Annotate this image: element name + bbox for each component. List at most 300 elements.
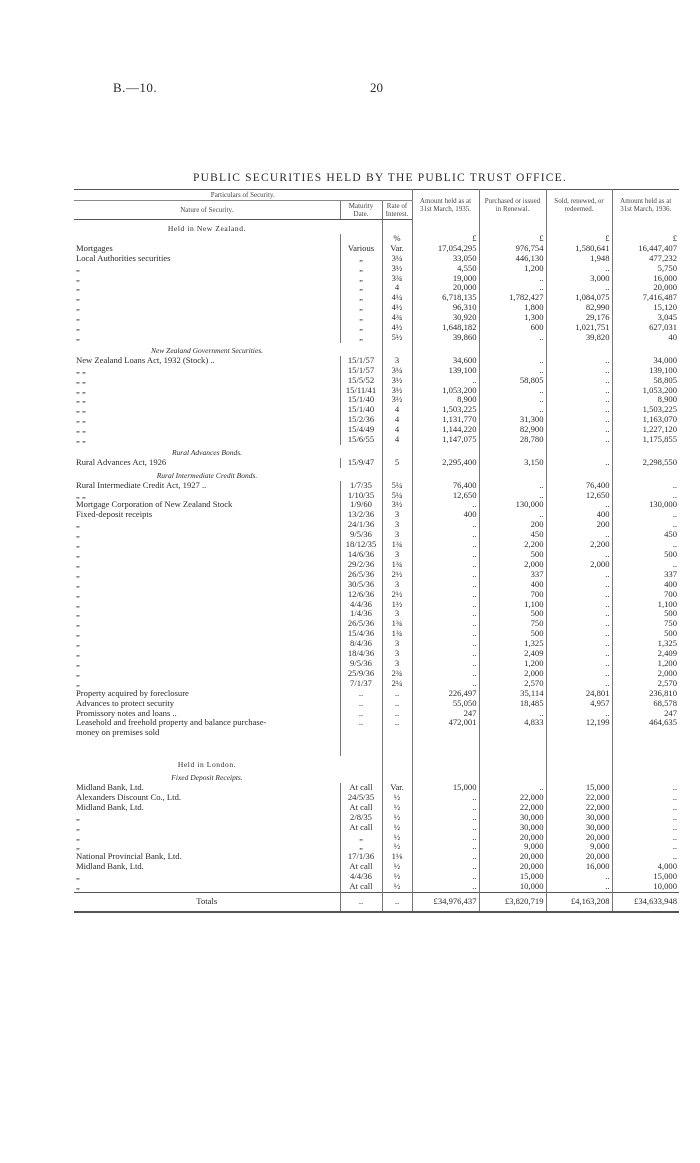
security-name-cell: Midland Bank, Ltd. xyxy=(76,802,144,812)
purchased-cell: 600 xyxy=(479,323,546,333)
table-row xyxy=(74,520,679,530)
purchased-cell: .. xyxy=(479,481,546,491)
maturity-cell: 12/6/36 xyxy=(340,590,382,600)
sold-cell: .. xyxy=(546,649,612,659)
sold-cell: .. xyxy=(546,405,612,415)
held-1935-cell: .. xyxy=(412,500,479,510)
rate-cell: ½ xyxy=(382,803,412,813)
totals-held-1935: £34,976,437 xyxy=(412,893,479,912)
sold-cell xyxy=(546,728,612,738)
empty-cell xyxy=(382,220,412,234)
held-1935-cell: .. xyxy=(412,649,479,659)
rate-cell: 5¼ xyxy=(382,491,412,501)
purchased-cell xyxy=(479,728,546,738)
held-1935-cell: £ xyxy=(412,234,479,244)
table-row xyxy=(74,709,679,719)
security-name-cell: „ xyxy=(76,293,80,303)
sold-cell: .. xyxy=(546,669,612,679)
maturity-cell xyxy=(340,234,382,244)
rate-cell: ½ xyxy=(382,823,412,833)
purchased-cell: 30,000 xyxy=(479,813,546,823)
held-1935-cell: .. xyxy=(412,619,479,629)
purchased-cell: .. xyxy=(479,405,546,415)
table-row xyxy=(74,600,679,610)
empty-cell xyxy=(412,445,479,458)
held-1935-cell: .. xyxy=(412,842,479,852)
held-1935-cell: .. xyxy=(412,376,479,386)
table-row xyxy=(74,274,679,284)
held-1936-cell: 247 xyxy=(612,709,679,719)
table-row xyxy=(74,264,679,274)
table-row xyxy=(74,254,679,264)
security-name-cell: „ xyxy=(76,678,80,688)
purchased-cell: 4,833 xyxy=(479,718,546,728)
held-1936-cell: 5,750 xyxy=(612,264,679,274)
maturity-cell: „ xyxy=(340,323,382,333)
rate-cell: 4 xyxy=(382,435,412,445)
held-1936-cell: 500 xyxy=(612,609,679,619)
empty-cell xyxy=(479,445,546,458)
purchased-cell: 22,000 xyxy=(479,803,546,813)
held-1936-cell: 464,635 xyxy=(612,718,679,728)
purchased-cell: 1,800 xyxy=(479,303,546,313)
rate-cell: ½ xyxy=(382,862,412,872)
sold-cell: .. xyxy=(546,659,612,669)
held-1936-cell: 3,045 xyxy=(612,313,679,323)
maturity-cell: 1/10/35 xyxy=(340,491,382,501)
security-name-cell: „ xyxy=(76,579,80,589)
empty-cell xyxy=(412,770,479,783)
maturity-cell: 15/5/52 xyxy=(340,376,382,386)
security-name-cell: „ xyxy=(76,832,80,842)
security-name-cell: „ xyxy=(76,559,80,569)
held-1935-cell: .. xyxy=(412,530,479,540)
rate-cell: 1¾ xyxy=(382,540,412,550)
maturity-cell: „ xyxy=(340,254,382,264)
held-1936-cell: .. xyxy=(612,560,679,570)
purchased-cell: 1,300 xyxy=(479,313,546,323)
table-row xyxy=(74,323,679,333)
sold-cell: .. xyxy=(546,580,612,590)
table-row xyxy=(74,793,679,803)
held-1936-cell: 750 xyxy=(612,619,679,629)
purchased-cell: 2,000 xyxy=(479,560,546,570)
section-heading: Held in New Zealand. xyxy=(167,224,247,233)
held-1935-cell xyxy=(412,728,479,738)
sold-cell: .. xyxy=(546,500,612,510)
security-name-cell xyxy=(74,234,340,244)
empty-cell xyxy=(340,770,382,783)
rate-cell: ½ xyxy=(382,813,412,823)
held-1935-cell: .. xyxy=(412,872,479,882)
maturity-cell: 1/4/36 xyxy=(340,609,382,619)
empty-cell xyxy=(612,445,679,458)
maturity-cell: .. xyxy=(340,709,382,719)
purchased-cell: .. xyxy=(479,333,546,343)
maturity-cell: „ xyxy=(340,283,382,293)
section-heading-row xyxy=(74,220,679,234)
totals-sold: £4,163,208 xyxy=(546,893,612,912)
security-name-cell: „ xyxy=(76,619,80,629)
maturity-cell: .. xyxy=(340,699,382,709)
security-name-cell: „ xyxy=(76,540,80,550)
table-row xyxy=(74,728,679,738)
sold-cell: .. xyxy=(546,283,612,293)
rate-cell: 3 xyxy=(382,530,412,540)
security-name-cell: Mortgage Corporation of New Zealand Stock xyxy=(76,500,233,510)
security-name-cell: money on premises sold xyxy=(76,728,160,738)
security-name-cell: National Provincial Bank, Ltd. xyxy=(76,852,182,862)
table-row xyxy=(74,629,679,639)
sold-cell: 1,948 xyxy=(546,254,612,264)
maturity-cell: At call xyxy=(340,882,382,892)
security-name-cell: Rural Advances Act, 1926 xyxy=(76,457,167,467)
rate-cell: 1½ xyxy=(382,600,412,610)
rate-cell: 1⅛ xyxy=(382,852,412,862)
sold-cell: .. xyxy=(546,356,612,366)
maturity-cell: „ xyxy=(340,293,382,303)
held-1935-cell: .. xyxy=(412,669,479,679)
sold-cell: 20,000 xyxy=(546,833,612,843)
held-1935-cell: .. xyxy=(412,600,479,610)
purchased-cell: 500 xyxy=(479,609,546,619)
maturity-cell: Various xyxy=(340,244,382,254)
table-row xyxy=(74,415,679,425)
purchased-cell: 31,300 xyxy=(479,415,546,425)
table-row xyxy=(74,580,679,590)
empty-cell xyxy=(340,756,382,770)
sold-cell: .. xyxy=(546,395,612,405)
totals-label: Totals xyxy=(74,893,340,912)
maturity-cell: 2/8/35 xyxy=(340,813,382,823)
purchased-cell: 450 xyxy=(479,530,546,540)
maturity-cell: .. xyxy=(340,689,382,699)
security-name-cell: Mortgages xyxy=(76,243,113,253)
rate-cell: 5½ xyxy=(382,333,412,343)
sold-cell: 9,000 xyxy=(546,842,612,852)
maturity-cell: 15/11/41 xyxy=(340,386,382,396)
held-1935-cell: .. xyxy=(412,570,479,580)
maturity-cell: 24/5/35 xyxy=(340,793,382,803)
table-row xyxy=(74,550,679,560)
security-name-cell: „ „ xyxy=(76,490,86,500)
empty-cell xyxy=(412,468,479,481)
maturity-cell: „ xyxy=(340,842,382,852)
security-name-cell: „ xyxy=(76,599,80,609)
maturity-cell: .. xyxy=(340,718,382,728)
rate-cell xyxy=(382,728,412,738)
sold-cell: 12,650 xyxy=(546,491,612,501)
held-1936-cell: .. xyxy=(612,481,679,491)
purchased-cell: 337 xyxy=(479,570,546,580)
security-name-cell: „ „ xyxy=(76,415,86,425)
maturity-header: Maturity Date. xyxy=(340,201,382,220)
sold-cell: 24,801 xyxy=(546,689,612,699)
security-name-cell: „ „ xyxy=(76,385,86,395)
empty-cell xyxy=(340,343,382,356)
subsection-heading-row xyxy=(74,343,679,356)
maturity-cell: 15/4/49 xyxy=(340,425,382,435)
purchased-cell: 700 xyxy=(479,590,546,600)
held-1935-cell: 20,000 xyxy=(412,283,479,293)
empty-cell xyxy=(546,343,612,356)
empty-cell xyxy=(612,756,679,770)
security-name-cell: „ xyxy=(76,273,80,283)
subsection-heading-row xyxy=(74,445,679,458)
held-1935-cell: 8,900 xyxy=(412,395,479,405)
rate-cell: 4 xyxy=(382,405,412,415)
rate-cell: ½ xyxy=(382,872,412,882)
sold-cell: .. xyxy=(546,882,612,892)
held-1936-cell: 1,200 xyxy=(612,659,679,669)
security-name-cell: Advances to protect security xyxy=(76,698,175,708)
table-row xyxy=(74,500,679,510)
held-1935-cell: .. xyxy=(412,813,479,823)
held-1936-cell: 1,053,200 xyxy=(612,386,679,396)
purchased-cell: 1,100 xyxy=(479,600,546,610)
rate-cell: 3½ xyxy=(382,386,412,396)
table-row xyxy=(74,679,679,689)
held-1935-cell: .. xyxy=(412,540,479,550)
table-row xyxy=(74,425,679,435)
maturity-cell: „ xyxy=(340,333,382,343)
sold-cell: 12,199 xyxy=(546,718,612,728)
security-name-cell: „ xyxy=(76,629,80,639)
security-name-cell: Property acquired by foreclosure xyxy=(76,688,189,698)
security-name-cell: „ xyxy=(76,882,80,892)
purchased-cell: 3,150 xyxy=(479,458,546,468)
purchased-cell: 15,000 xyxy=(479,872,546,882)
sold-cell: .. xyxy=(546,679,612,689)
table-row xyxy=(74,590,679,600)
security-name-cell: Alexanders Discount Co., Ltd. xyxy=(76,792,182,802)
maturity-cell: „ xyxy=(340,264,382,274)
maturity-cell: 15/1/57 xyxy=(340,366,382,376)
purchased-cell: 1,325 xyxy=(479,639,546,649)
table-row xyxy=(74,530,679,540)
table-row xyxy=(74,862,679,872)
table-row xyxy=(74,510,679,520)
empty-cell xyxy=(546,468,612,481)
held-1936-cell: 16,447,407 xyxy=(612,244,679,254)
rate-cell: % xyxy=(382,234,412,244)
empty-cell xyxy=(546,770,612,783)
table-row xyxy=(74,491,679,501)
security-name-cell: „ xyxy=(76,520,80,530)
sold-cell: 3,000 xyxy=(546,274,612,284)
purchased-cell: .. xyxy=(479,491,546,501)
table-row xyxy=(74,813,679,823)
held-1936-cell: 58,805 xyxy=(612,376,679,386)
maturity-cell: „ xyxy=(340,303,382,313)
sold-cell: £ xyxy=(546,234,612,244)
rate-cell: .. xyxy=(382,699,412,709)
totals-held-1936: £34,633,948 xyxy=(612,893,679,912)
rate-cell: ½ xyxy=(382,882,412,892)
sold-cell: 400 xyxy=(546,510,612,520)
held-1936-cell xyxy=(612,728,679,738)
held-1935-cell: .. xyxy=(412,590,479,600)
rate-cell: ½ xyxy=(382,842,412,852)
maturity-cell: At call xyxy=(340,783,382,793)
held-1935-cell: 472,001 xyxy=(412,718,479,728)
empty-cell xyxy=(412,343,479,356)
held-1936-cell: 15,120 xyxy=(612,303,679,313)
rate-cell: 4 xyxy=(382,415,412,425)
empty-cell xyxy=(612,770,679,783)
table-row xyxy=(74,609,679,619)
purchased-cell: 446,130 xyxy=(479,254,546,264)
securities-table xyxy=(74,189,679,913)
held-1936-cell: .. xyxy=(612,852,679,862)
sold-cell: 20,000 xyxy=(546,852,612,862)
purchased-cell: 20,000 xyxy=(479,852,546,862)
empty-cell xyxy=(612,468,679,481)
table-row xyxy=(74,872,679,882)
particulars-group-header: Particulars of Security. xyxy=(74,190,412,201)
rate-cell: 2½ xyxy=(382,570,412,580)
held-1935-cell: .. xyxy=(412,833,479,843)
held-1935-cell: 76,400 xyxy=(412,481,479,491)
purchased-cell: .. xyxy=(479,356,546,366)
empty-cell xyxy=(479,770,546,783)
held-1936-cell: 7,416,487 xyxy=(612,293,679,303)
held-1935-cell: .. xyxy=(412,862,479,872)
held-1935-cell: .. xyxy=(412,679,479,689)
security-name-cell: „ xyxy=(76,263,80,273)
maturity-cell: 24/1/36 xyxy=(340,520,382,530)
held-1935-cell: 6,718,135 xyxy=(412,293,479,303)
maturity-cell: 30/5/36 xyxy=(340,580,382,590)
held-1936-cell: 400 xyxy=(612,580,679,590)
purchased-cell: 30,000 xyxy=(479,823,546,833)
held-1936-cell: 2,298,550 xyxy=(612,458,679,468)
empty-cell xyxy=(612,343,679,356)
held-1935-cell: 139,100 xyxy=(412,366,479,376)
security-name-cell: „ „ xyxy=(76,375,86,385)
security-name-cell: „ xyxy=(76,569,80,579)
table-row xyxy=(74,699,679,709)
table-row xyxy=(74,718,679,728)
held-1935-cell: 400 xyxy=(412,510,479,520)
held-1935-cell: 226,497 xyxy=(412,689,479,699)
held-1936-cell: 337 xyxy=(612,570,679,580)
rate-cell: 4 xyxy=(382,283,412,293)
sold-cell: 30,000 xyxy=(546,813,612,823)
table-row xyxy=(74,283,679,293)
sold-cell: .. xyxy=(546,386,612,396)
empty-cell xyxy=(479,756,546,770)
held-1935-cell: 19,000 xyxy=(412,274,479,284)
maturity-cell: 7/1/37 xyxy=(340,679,382,689)
table-row xyxy=(74,540,679,550)
rate-cell: 2½ xyxy=(382,590,412,600)
rate-cell: 4½ xyxy=(382,323,412,333)
rate-cell: 3 xyxy=(382,356,412,366)
table-row xyxy=(74,570,679,580)
maturity-cell: 4/4/36 xyxy=(340,600,382,610)
rate-cell: 2¼ xyxy=(382,679,412,689)
held-1935-cell: 34,600 xyxy=(412,356,479,366)
table-row xyxy=(74,356,679,366)
held-1935-cell: .. xyxy=(412,823,479,833)
held-1936-cell: .. xyxy=(612,842,679,852)
held-1936-cell: 2,000 xyxy=(612,669,679,679)
table-row xyxy=(74,833,679,843)
security-name-cell: „ xyxy=(76,812,80,822)
held-1936-cell: 477,232 xyxy=(612,254,679,264)
rate-cell: 3¼ xyxy=(382,254,412,264)
held-1936-cell: .. xyxy=(612,540,679,550)
purchased-header: Purchased or issued in Renewal. xyxy=(479,190,546,220)
security-name-cell: Local Authorities securities xyxy=(76,253,171,263)
held-1936-cell: 15,000 xyxy=(612,872,679,882)
totals-rate: .. xyxy=(382,893,412,912)
security-name-cell: „ „ xyxy=(76,365,86,375)
table-row xyxy=(74,560,679,570)
held-1935-cell: .. xyxy=(412,803,479,813)
empty-cell xyxy=(382,770,412,783)
maturity-cell: At call xyxy=(340,862,382,872)
security-name-cell: „ xyxy=(76,530,80,540)
held-1936-cell: 139,100 xyxy=(612,366,679,376)
maturity-cell: 14/6/36 xyxy=(340,550,382,560)
held-1936-cell: 1,227,120 xyxy=(612,425,679,435)
held-1936-cell: £ xyxy=(612,234,679,244)
maturity-cell: At call xyxy=(340,803,382,813)
table-row xyxy=(74,376,679,386)
empty-cell xyxy=(382,343,412,356)
purchased-cell: 28,780 xyxy=(479,435,546,445)
held-1936-cell: 8,900 xyxy=(612,395,679,405)
security-name-cell: „ „ xyxy=(76,395,86,405)
held-1935-cell: 39,860 xyxy=(412,333,479,343)
held-1935-cell: 30,920 xyxy=(412,313,479,323)
maturity-cell: 9/5/36 xyxy=(340,659,382,669)
table-row xyxy=(74,293,679,303)
empty-cell xyxy=(412,220,479,234)
held-1936-cell: 40 xyxy=(612,333,679,343)
held-1935-cell: 247 xyxy=(412,709,479,719)
sold-cell: .. xyxy=(546,590,612,600)
table-row xyxy=(74,639,679,649)
held-1936-cell: 4,000 xyxy=(612,862,679,872)
held-1935-cell: .. xyxy=(412,520,479,530)
purchased-cell: 750 xyxy=(479,619,546,629)
table-row xyxy=(74,244,679,254)
maturity-cell: 18/12/35 xyxy=(340,540,382,550)
sold-cell: .. xyxy=(546,709,612,719)
securities-table-container xyxy=(74,189,679,913)
security-name-cell: „ xyxy=(76,609,80,619)
security-name-cell: „ xyxy=(76,668,80,678)
table-row xyxy=(74,234,679,244)
held-1936-cell: 500 xyxy=(612,629,679,639)
held-1935-cell: 33,050 xyxy=(412,254,479,264)
table-body xyxy=(74,220,679,893)
purchased-cell: 35,114 xyxy=(479,689,546,699)
held-1936-cell: 34,000 xyxy=(612,356,679,366)
held-1935-cell: .. xyxy=(412,793,479,803)
empty-cell xyxy=(612,738,679,756)
purchased-cell: 976,754 xyxy=(479,244,546,254)
rate-cell: ½ xyxy=(382,833,412,843)
rate-cell: 3½ xyxy=(382,500,412,510)
purchased-cell: 58,805 xyxy=(479,376,546,386)
page-reference: B.—10. xyxy=(113,80,158,95)
maturity-cell: 26/5/36 xyxy=(340,619,382,629)
security-name-cell: „ xyxy=(76,589,80,599)
